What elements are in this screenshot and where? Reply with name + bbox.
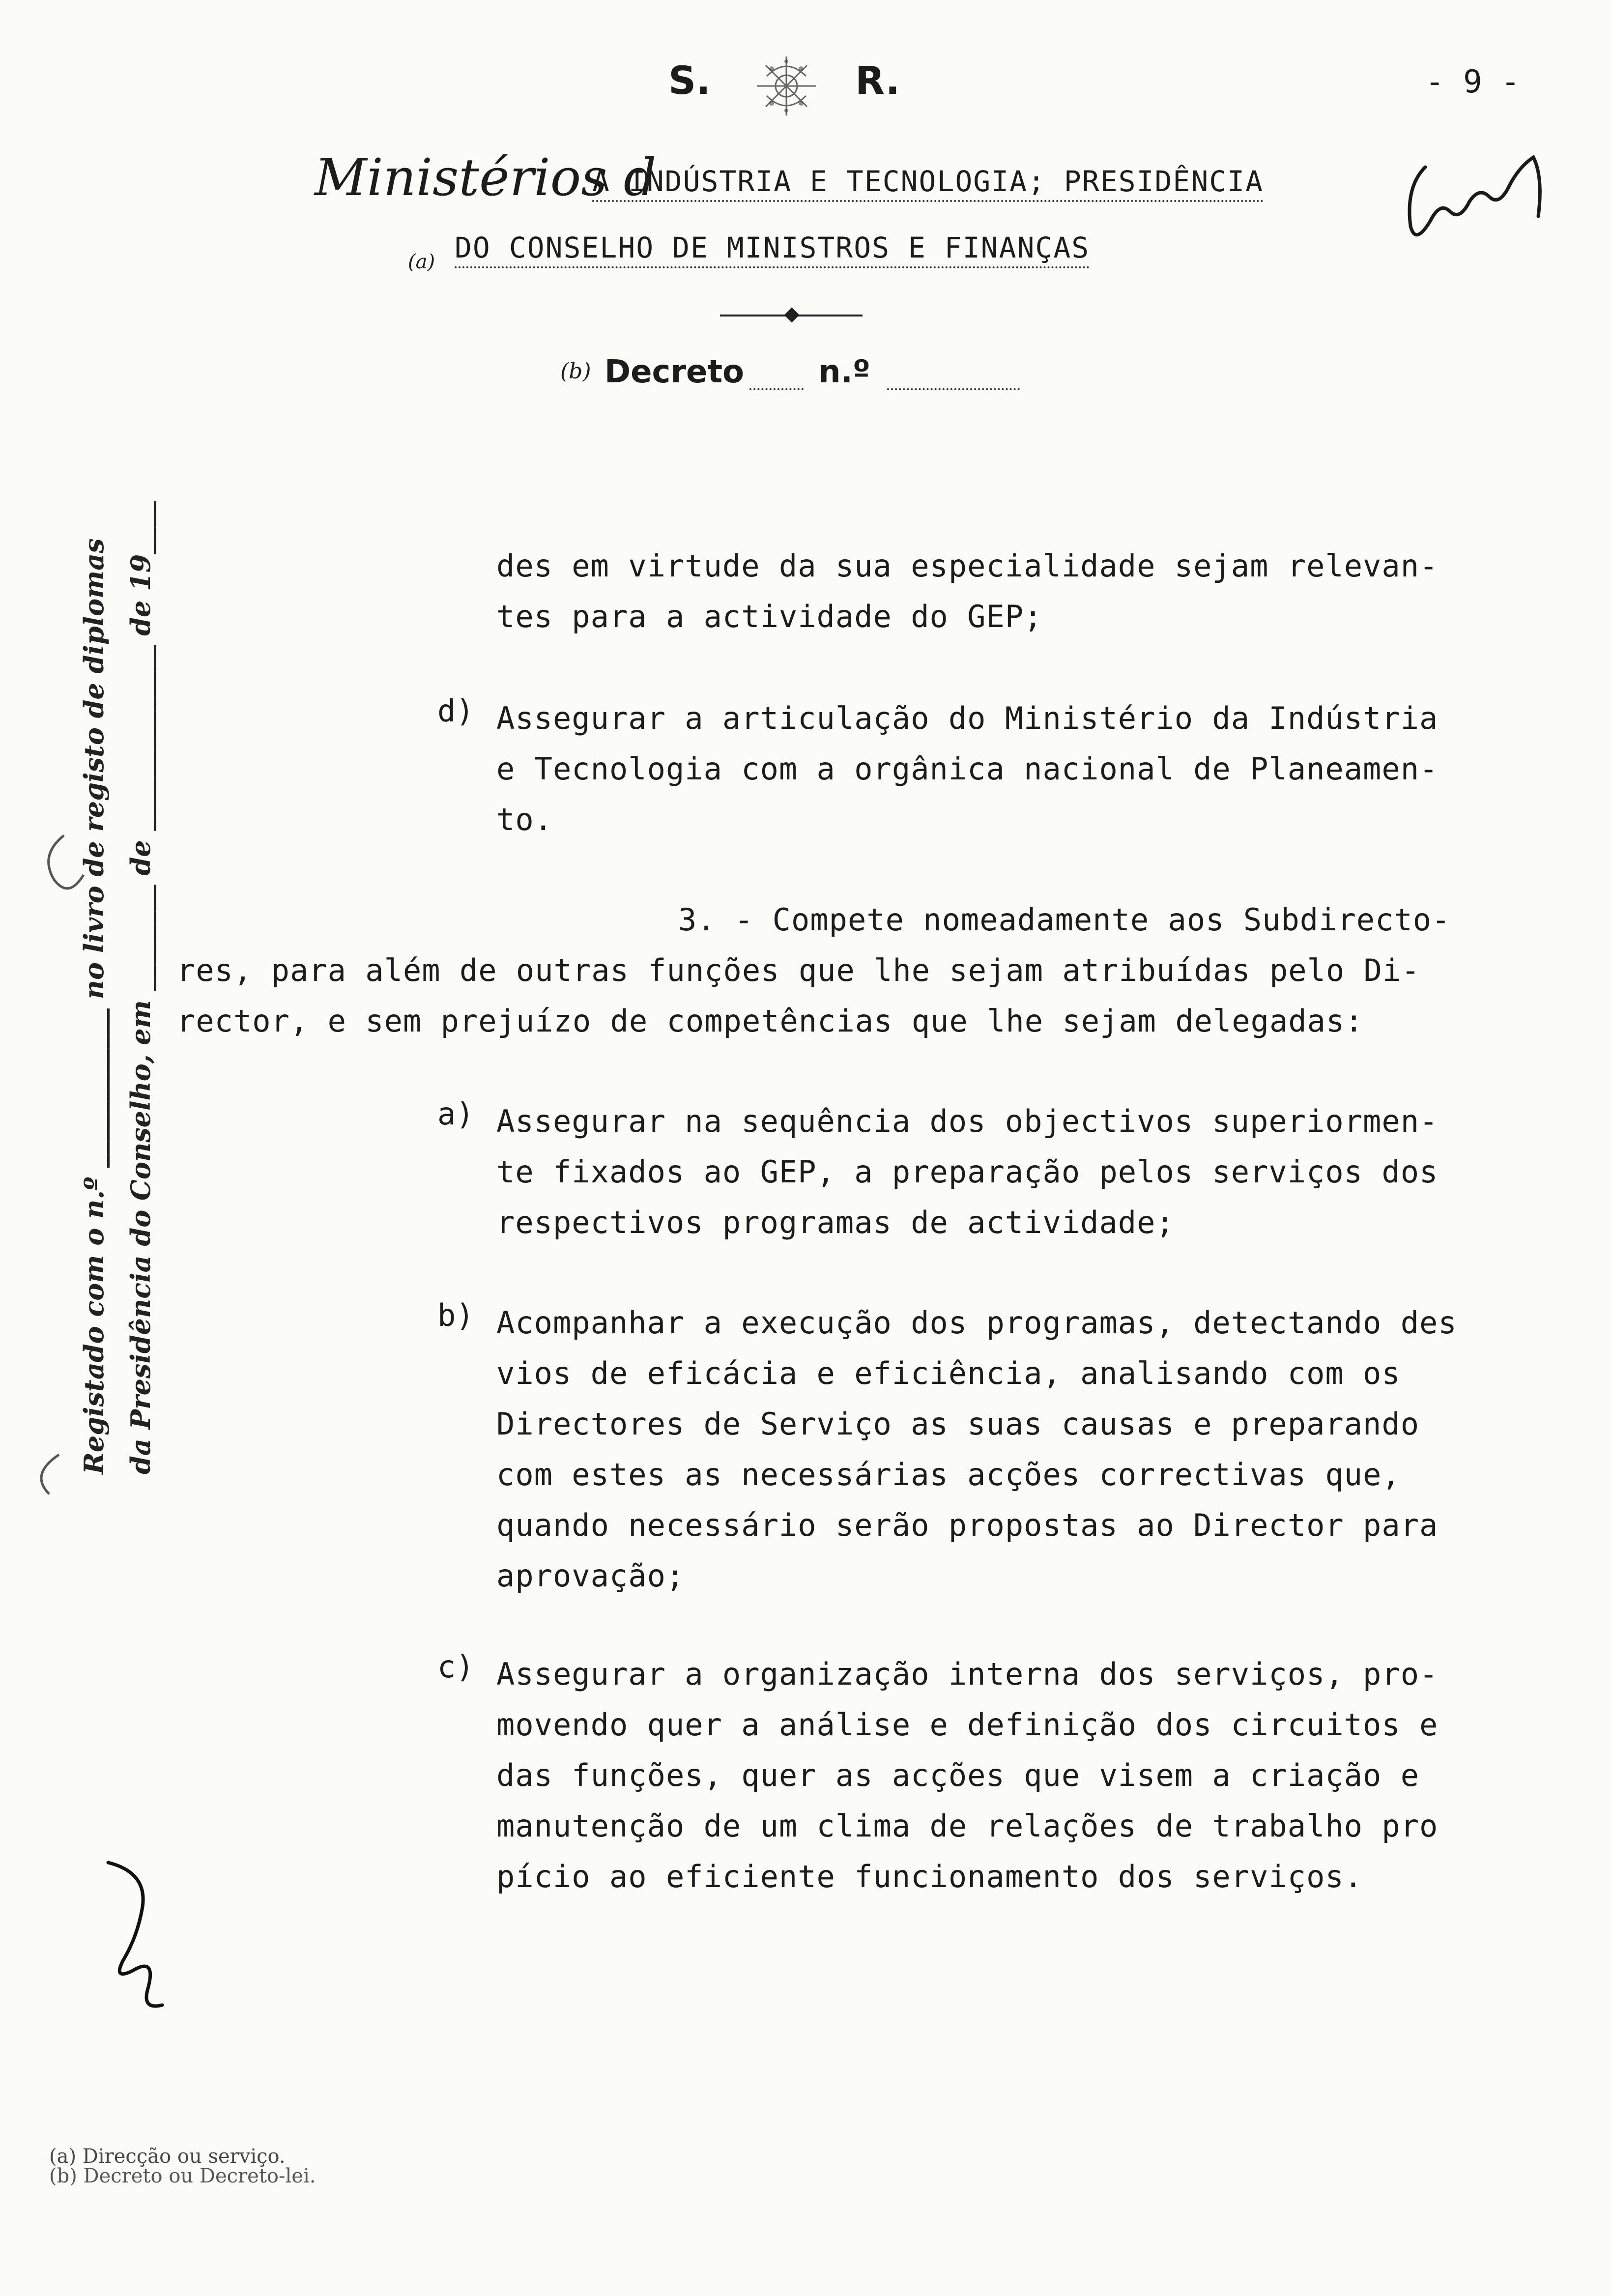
item-c-label: c)	[437, 1649, 474, 1685]
item-b-label: b)	[437, 1297, 474, 1333]
text-line: movendo quer a análise e definição dos circuitos e	[496, 1707, 1439, 1743]
item-a-label: a)	[437, 1096, 474, 1132]
text-line: Assegurar a articulação do Ministério da Indústria	[496, 700, 1439, 736]
item-d-label: d)	[437, 693, 474, 729]
decree-type-blank	[749, 388, 804, 390]
text-line: te fixados ao GEP, a preparação pelos serviços dos	[496, 1154, 1439, 1190]
intro-paragraph	[496, 541, 1438, 642]
text-line: vios de eficácia e eficiência, analisando com os	[496, 1355, 1401, 1391]
text-line: pício ao eficiente funcionamento dos serviços.	[496, 1859, 1363, 1894]
text-line: aprovação;	[496, 1558, 685, 1594]
text-line: e Tecnologia com a orgânica nacional de Planeamen-	[496, 751, 1439, 787]
text-line: Acompanhar a execução dos programas, detectando des	[496, 1305, 1457, 1341]
decree-number-label: n.º	[818, 354, 870, 390]
text-line: to.	[496, 802, 553, 837]
footnote-a: (a) Direcção ou serviço.	[49, 2145, 286, 2168]
item-b-text	[496, 1297, 1457, 1601]
text-line: das funções, quer as acções que visem a criação e	[496, 1757, 1420, 1793]
handwritten-initials	[88, 1853, 197, 2015]
item-a-text	[496, 1096, 1438, 1248]
text-line: Directores de Serviço as suas causas e preparando	[496, 1406, 1420, 1442]
paragraph-3-first-line: 3. - Compete nomeadamente aos Subdirecto-	[678, 902, 1451, 938]
item-d-text	[496, 693, 1438, 845]
ministerio-heading: Ministérios d	[315, 147, 657, 207]
paragraph-3-text	[177, 945, 1420, 1046]
text-line: quando necessário serão propostas ao Director para	[496, 1507, 1439, 1543]
ministry-name-line1: A INDÚSTRIA E TECNOLOGIA; PRESIDÊNCIA	[592, 165, 1264, 202]
text-line: tes para a actividade do GEP;	[496, 599, 1043, 634]
text-line: des em virtude da sua especialidade sejam relevan-	[496, 548, 1439, 584]
page-number: - 9 -	[1425, 64, 1520, 100]
decree-note-marker: (b)	[560, 359, 591, 384]
margin-registration-line2: da Presidência do Conselho, em ________ de ______________ de 19____	[125, 501, 156, 1474]
decree-number-blank	[887, 388, 1020, 390]
margin-registration-block	[29, 501, 156, 1494]
footnote-b: (b) Decreto ou Decreto-lei.	[49, 2165, 316, 2187]
coat-of-arms-icon	[737, 47, 835, 125]
margin-registration-line1: Registado com o n.º ____________ no livro de registo de diplomas	[78, 538, 110, 1474]
header-s-letter: S.	[668, 59, 711, 103]
header-r-letter: R.	[855, 59, 900, 103]
divider-diamond	[784, 307, 799, 322]
handwritten-signature	[1396, 147, 1553, 265]
ministry-name-line2: DO CONSELHO DE MINISTROS E FINANÇAS	[455, 231, 1090, 268]
text-line: respectivos programas de actividade;	[496, 1205, 1175, 1240]
text-line: res, para além de outras funções que lhe sejam atribuídas pelo Di-	[177, 952, 1420, 988]
text-line: rector, e sem prejuízo de competências que lhe sejam delegadas:	[177, 1003, 1364, 1039]
text-line: com estes as necessárias acções correctivas que,	[496, 1457, 1401, 1492]
item-c-text	[496, 1649, 1438, 1902]
decree-label: Decreto	[604, 354, 744, 390]
note-a-marker: (a)	[408, 251, 435, 273]
text-line: manutenção de um clima de relações de trabalho pro	[496, 1808, 1439, 1844]
text-line: Assegurar na sequência dos objectivos superiormen-	[496, 1103, 1439, 1139]
text-line: Assegurar a organização interna dos serviços, pro-	[496, 1656, 1439, 1692]
